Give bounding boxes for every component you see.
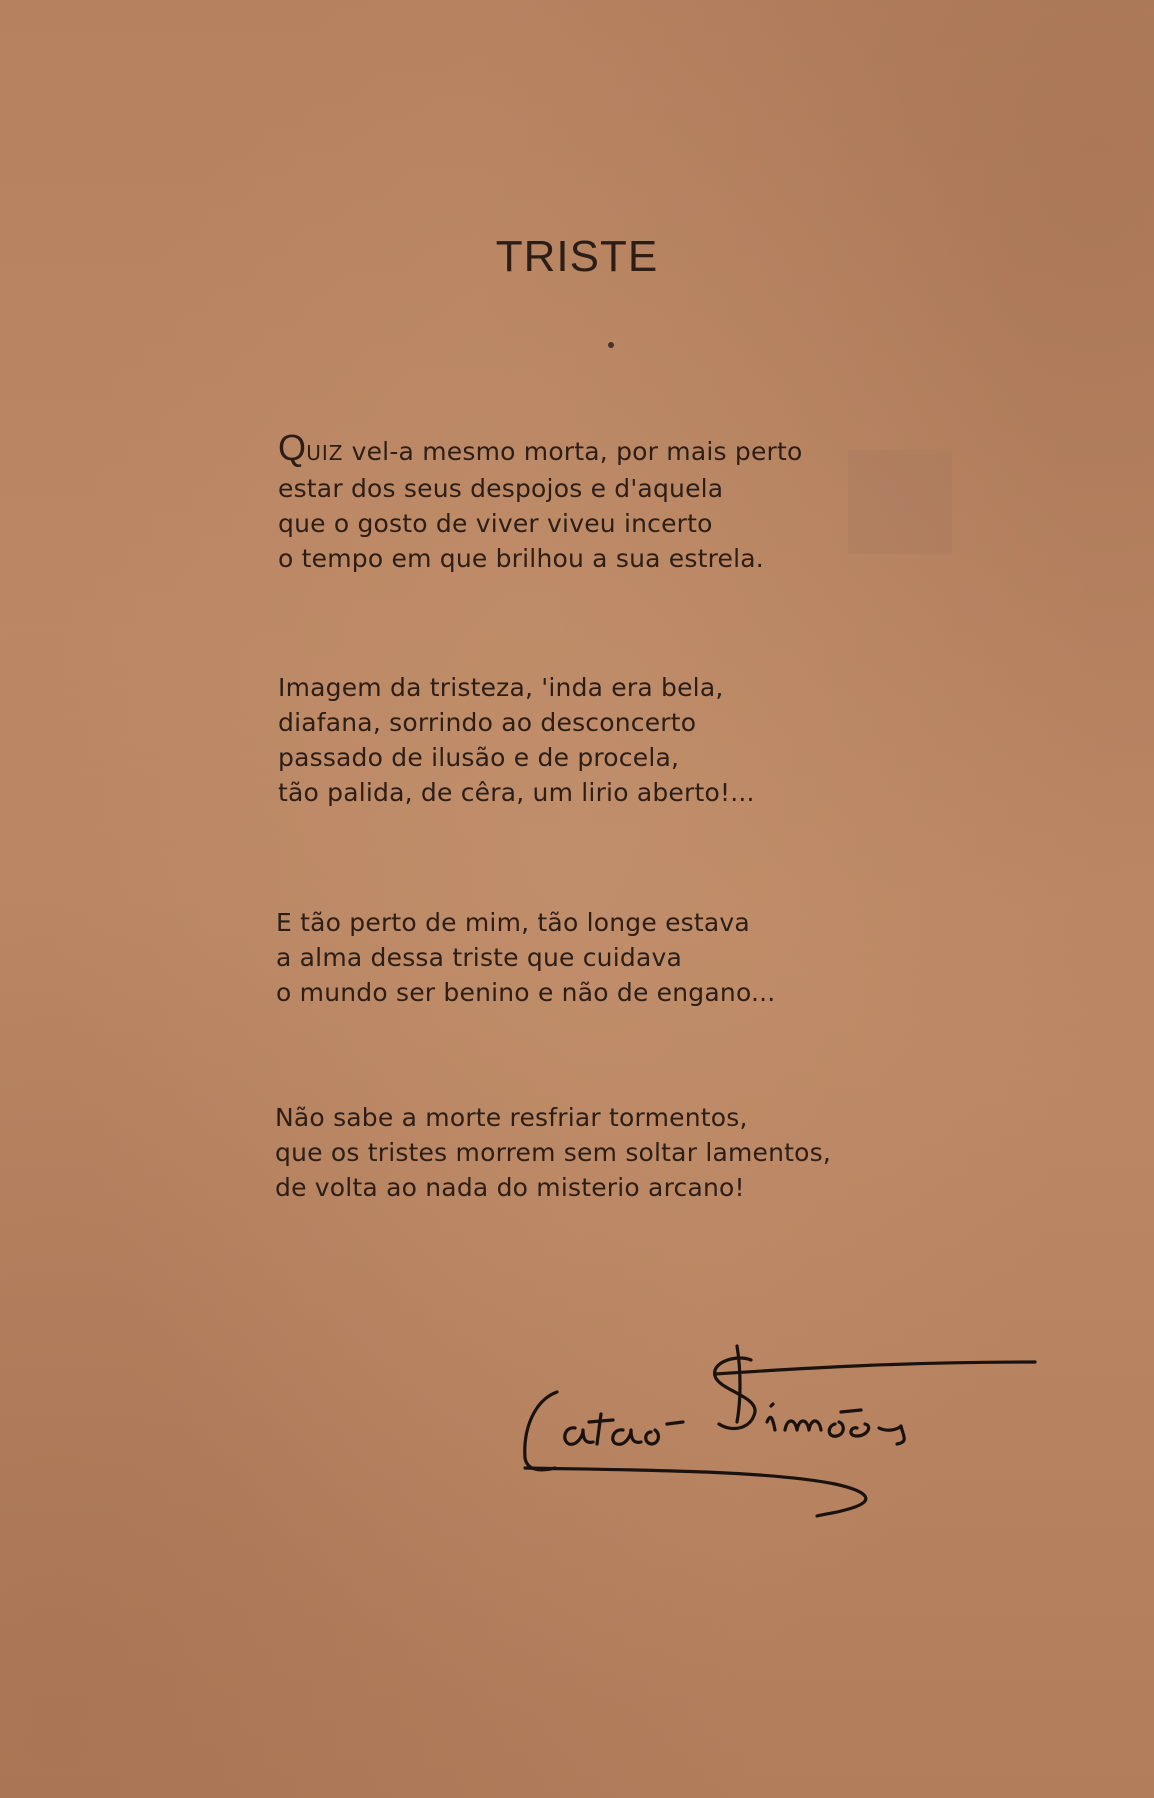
stanza-line: a alma dessa triste que cuidava [276, 943, 682, 972]
stanza-line: diafana, sorrindo ao desconcerto [278, 708, 697, 737]
stanza-2 [278, 670, 755, 810]
stanza-line: que o gosto de viver viveu incerto [278, 509, 713, 538]
show-through-stain [848, 450, 952, 554]
stanza-4 [275, 1100, 831, 1205]
ornament-dot [608, 342, 614, 348]
handwritten-signature [505, 1340, 1065, 1520]
stanza-line: tão palida, de cêra, um lirio aberto!... [278, 778, 755, 807]
stanza-line: de volta ao nada do misterio arcano! [275, 1173, 745, 1202]
stanza-line: o mundo ser benino e não de engano... [276, 978, 776, 1007]
stanza-line: E tão perto de mim, tão longe estava [276, 908, 750, 937]
stanza-line: estar dos seus despojos e d'aquela [278, 474, 724, 503]
stanza-line: o tempo em que brilhou a sua estrela. [278, 544, 764, 573]
stanza-line: passado de ilusão e de procela, [278, 743, 680, 772]
drop-cap: Q [278, 427, 307, 468]
stanza-line: Não sabe a morte resfriar tormentos, [275, 1103, 748, 1132]
line-rest: vel-a mesmo morta, por mais perto [343, 437, 803, 466]
stanza-line [278, 427, 803, 471]
poem-title: TRISTE [495, 232, 659, 281]
small-caps-word: UIZ [306, 441, 344, 465]
stanza-1 [278, 427, 803, 576]
stanza-line: que os tristes morrem sem soltar lamentos, [275, 1138, 832, 1167]
stanza-line: Imagem da tristeza, 'inda era bela, [278, 673, 724, 702]
stanza-3 [276, 905, 775, 1010]
